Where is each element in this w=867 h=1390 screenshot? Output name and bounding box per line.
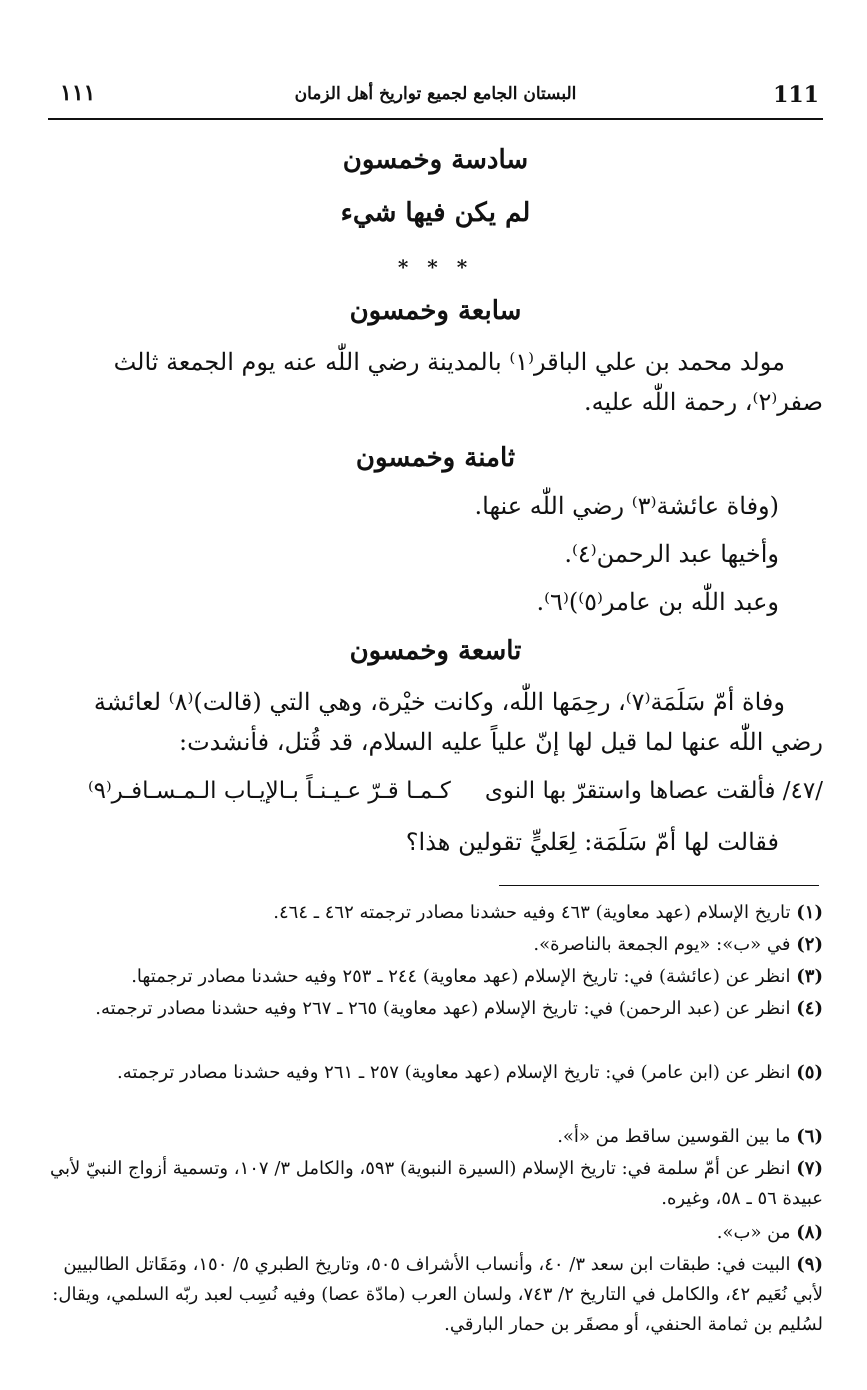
verse-second-hemistich: كـمـا قـرّ عـيـنـاً بـالإيـاب الـمـسـافـر⁽٩⁾: [88, 778, 451, 804]
verse-first-hemistich: /٤٧/ فألقت عصاها واستقرّ بها النوى: [484, 778, 823, 804]
footnote-7: [48, 1154, 823, 1214]
footnote-text: انظر عن أمّ سلمة في: تاريخ الإسلام (السيرة النبوية) ٥٩٣، والكامل ٣/ ١٠٧، وتسمية أزواج النبيّ لأبي عبيدة ٥٦ ـ ٥٨، وغيره.: [49, 1158, 823, 1209]
year-58-heading: ثامنة وخمسون: [355, 443, 516, 473]
page-number: 111: [773, 82, 819, 108]
footnote-5: [48, 1058, 823, 1088]
running-title: البستان الجامع لجميع تواريخ أهل الزمان: [294, 84, 577, 104]
page-header: [48, 78, 823, 120]
footnote-number: (٦): [796, 1126, 823, 1147]
footnote-number: (٥): [796, 1062, 823, 1083]
year-59-closing-line: فقالت لها أمّ سَلَمَة: لِعَليٍّ تقولين هذا؟: [405, 828, 779, 856]
footnote-8: [48, 1218, 823, 1248]
year-58-line-2: وأخيها عبد الرحمن⁽٤⁾.: [564, 540, 779, 568]
year-57-paragraph: مولد محمد بن علي الباقر⁽١⁾ بالمدينة رضي اللّٰه عنه يوم الجمعة ثالث صفر⁽٢⁾، رحمة اللّٰه عليه.: [113, 348, 823, 416]
section-separator: * * *: [397, 255, 474, 279]
footnote-2: [48, 930, 823, 960]
footnote-text: انظر عن (عائشة) في: تاريخ الإسلام (عهد معاوية) ٢٤٤ ـ ٢٥٣ وفيه حشدنا مصادر ترجمتها.: [131, 966, 791, 987]
poem-verse: [58, 778, 823, 818]
footnote-number: (١): [796, 902, 823, 923]
footnote-number: (٣): [796, 966, 823, 987]
year-59-heading: تاسعة وخمسون: [349, 636, 522, 666]
footnote-text: انظر عن (عبد الرحمن) في: تاريخ الإسلام (عهد معاوية) ٢٦٥ ـ ٢٦٧ وفيه حشدنا مصادر ترجمته.: [95, 998, 791, 1019]
footnote-4: [48, 994, 823, 1024]
year-56-text: لم يكن فيها شيء: [340, 198, 531, 228]
footnote-number: (٤): [796, 998, 823, 1019]
footnote-3: [48, 962, 823, 992]
page-number-arabic: ١١١: [60, 80, 96, 106]
footnote-number: (٢): [796, 934, 823, 955]
footnote-text: من «ب».: [716, 1222, 791, 1243]
year-57-heading: سابعة وخمسون: [349, 296, 522, 326]
footnote-divider: [499, 885, 819, 886]
footnote-6: [48, 1122, 823, 1152]
year-59-paragraph: وفاة أمّ سَلَمَة⁽٧⁾، رحِمَها اللّٰه، وكانت خيْرة، وهي التي (قالت)⁽٨⁾ لعائشة رضي اللّٰه عنها لما قيل لها إنّ علياً عليه السلام، قد قُتل، فأنشدت:: [93, 688, 823, 756]
footnote-text: في «ب»: «يوم الجمعة بالناصرة».: [533, 934, 791, 955]
year-58-line-1: (وفاة عائشة⁽٣⁾ رضي اللّٰه عنها.: [474, 492, 779, 520]
footnote-text: انظر عن (ابن عامر) في: تاريخ الإسلام (عهد معاوية) ٢٥٧ ـ ٢٦١ وفيه حشدنا مصادر ترجمته.: [117, 1062, 791, 1083]
footnote-9: [48, 1250, 823, 1340]
footnote-number: (٩): [796, 1254, 823, 1275]
footnote-number: (٧): [796, 1158, 823, 1179]
footnote-text: تاريخ الإسلام (عهد معاوية) ٤٦٣ وفيه حشدنا مصادر ترجمته ٤٦٢ ـ ٤٦٤.: [273, 902, 791, 923]
footnote-1: [48, 898, 823, 928]
footnote-text: البيت في: طبقات ابن سعد ٣/ ٤٠، وأنساب الأشراف ٥٠٥، وتاريخ الطبري ٥/ ١٥٠، ومَقَاتل الطالبيين لأبي نُعَيم ٤٢، والكامل في التاريخ ٢/ ٧٤٣، ولسان العرب (مادّة عصا) وفيه نُسِب لعبد ربّه السلمي، ويقال: لسُليم بن ثمامة الحنفي، أو مصقَر بن حمار البارقي.: [52, 1254, 823, 1335]
year-56-heading: سادسة وخمسون: [342, 145, 529, 175]
footnote-number: (٨): [796, 1222, 823, 1243]
year-58-line-3: وعبد اللّٰه بن عامر⁽٥⁾)⁽٦⁾.: [536, 588, 779, 616]
footnote-text: ما بين القوسين ساقط من «أ».: [557, 1126, 791, 1147]
